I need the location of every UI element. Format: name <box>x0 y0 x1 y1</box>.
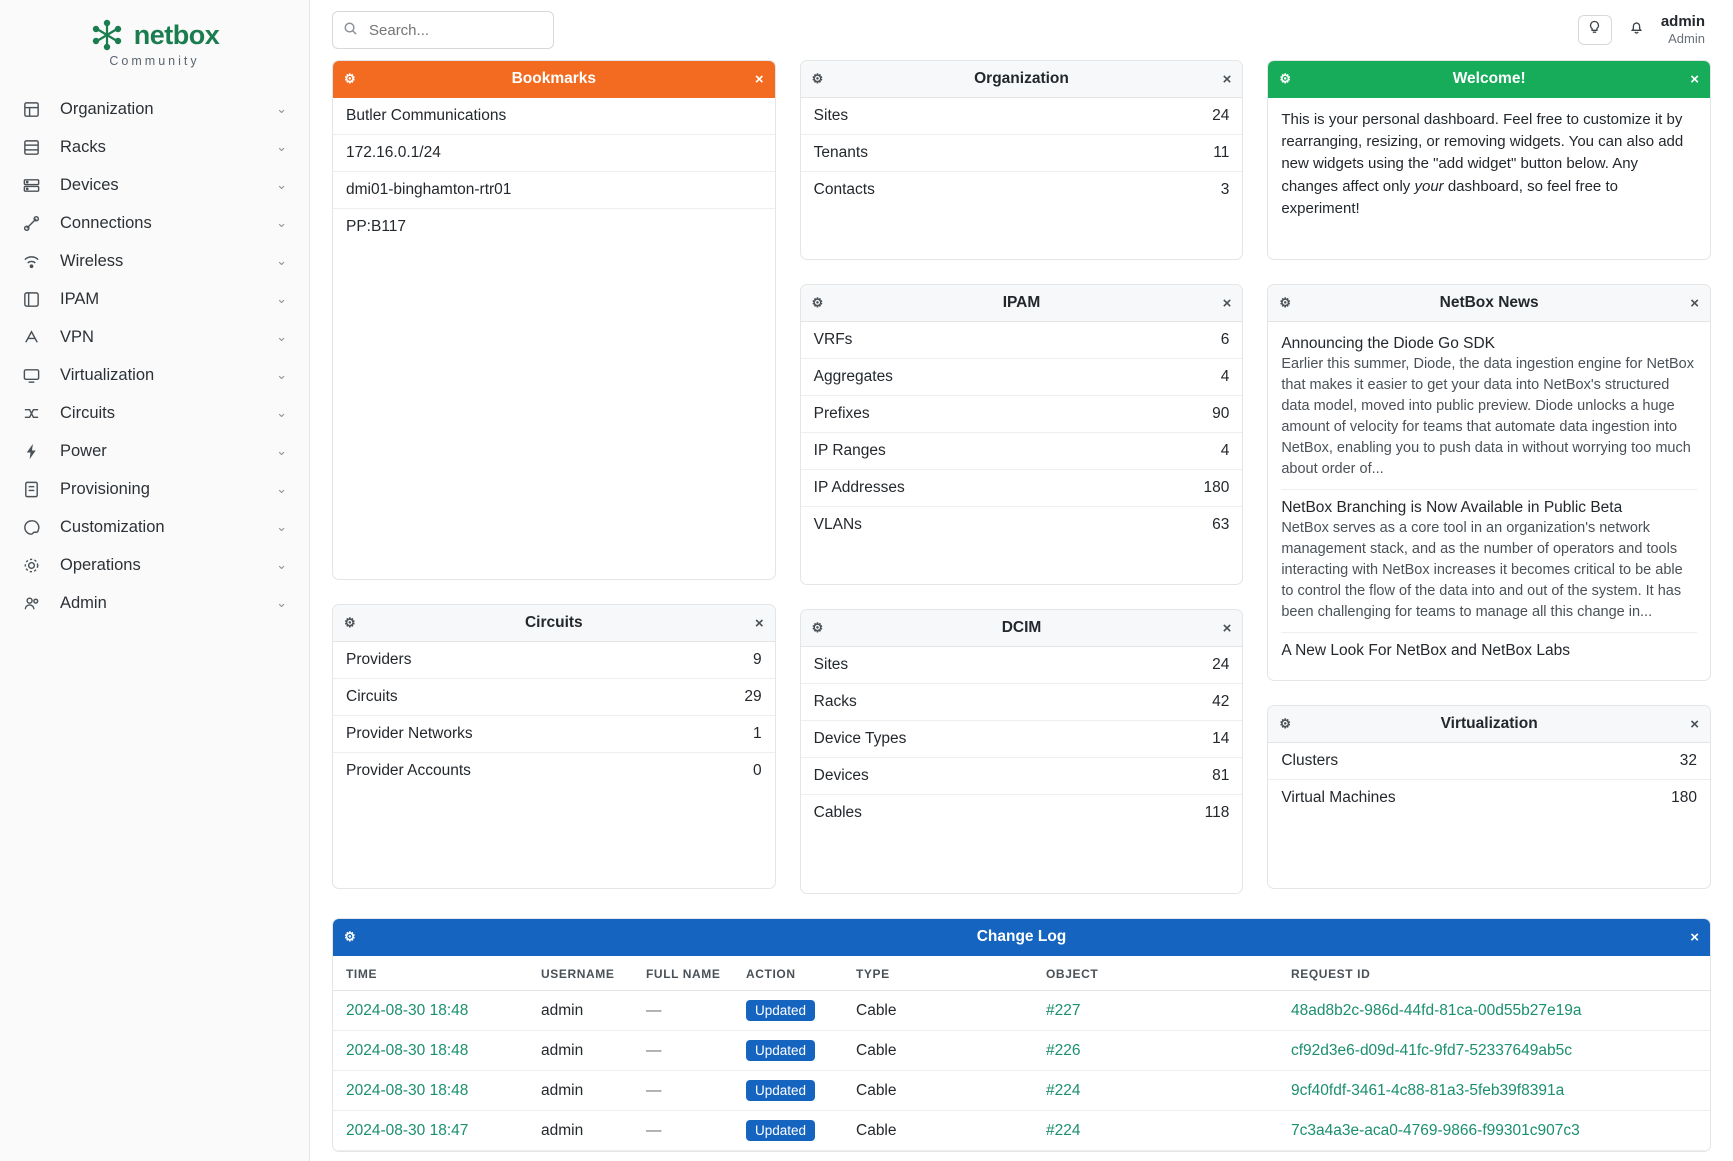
organization-widget-header <box>801 61 1243 98</box>
cell-time[interactable]: 2024-08-30 18:48 <box>333 1031 528 1071</box>
stat-label: Devices <box>813 767 869 784</box>
lightbulb-icon <box>1587 20 1602 40</box>
stat-row[interactable] <box>801 433 1243 470</box>
stat-label: Cables <box>813 804 862 821</box>
close-icon[interactable]: × <box>1222 294 1232 312</box>
widget-title: NetBox News <box>1439 294 1539 311</box>
status-badge: Updated <box>746 1040 815 1061</box>
stat-label: Provider Networks <box>346 725 473 742</box>
brand-subtitle: Community <box>109 54 200 68</box>
chevron-down-icon: ⌄ <box>276 367 287 382</box>
cell-username: admin <box>528 1111 633 1151</box>
sidebar-item-circuits[interactable] <box>0 394 309 432</box>
topbar-right <box>1578 13 1711 48</box>
wifi-icon <box>22 251 48 271</box>
news-title[interactable]: A New Look For NetBox and NetBox Labs <box>1281 642 1570 660</box>
dashboard-column-right <box>1267 60 1711 894</box>
changelog-widget <box>332 918 1711 1152</box>
virtualization-widget-header <box>1268 706 1710 743</box>
table-row[interactable] <box>333 1031 1710 1071</box>
stat-value: 6 <box>1220 331 1230 348</box>
table-header-row <box>333 956 1710 991</box>
stat-value: 180 <box>1203 479 1230 496</box>
column-type[interactable]: TYPE <box>843 956 1033 991</box>
chevron-down-icon: ⌄ <box>276 329 287 344</box>
dcim-widget-header <box>801 610 1243 647</box>
main-content <box>310 0 1733 1161</box>
close-icon[interactable]: × <box>1690 928 1699 946</box>
sidebar-item-operations[interactable] <box>0 546 309 584</box>
stat-row[interactable] <box>801 172 1243 208</box>
rack-icon <box>22 137 48 157</box>
ipam-widget-header <box>801 285 1243 322</box>
close-icon[interactable]: × <box>1690 70 1699 88</box>
circuits-widget <box>332 604 776 889</box>
stat-row[interactable] <box>801 322 1243 359</box>
widget-title: DCIM <box>1001 619 1042 636</box>
cell-full-name: — <box>633 1071 733 1111</box>
news-item[interactable] <box>1281 633 1697 669</box>
list-item[interactable]: PP:B117 <box>346 218 407 235</box>
sidebar-label: Wireless <box>60 251 124 270</box>
close-icon[interactable]: × <box>1222 619 1232 637</box>
bookmarks-widget-header <box>333 61 775 98</box>
sidebar-label: Circuits <box>60 403 116 422</box>
chevron-down-icon: ⌄ <box>276 595 287 610</box>
stat-label: Circuits <box>346 688 398 705</box>
stat-row[interactable] <box>333 642 775 679</box>
status-badge: Updated <box>746 1000 815 1021</box>
gear-icon[interactable]: ⚙ <box>811 295 824 310</box>
list-item[interactable]: dmi01-binghamton-rtr01 <box>333 172 775 209</box>
stat-row[interactable] <box>1268 743 1710 780</box>
ipam-widget-body <box>801 322 1243 543</box>
stat-value: 90 <box>1212 405 1230 422</box>
brand-logo <box>90 18 220 52</box>
stat-value: 118 <box>1204 804 1230 821</box>
cell-username: admin <box>528 991 633 1031</box>
stat-label: Tenants <box>813 144 868 161</box>
stat-row[interactable] <box>801 98 1243 135</box>
ip-icon <box>22 289 48 309</box>
theme-toggle-button[interactable] <box>1578 15 1612 45</box>
user-role: Admin <box>1668 31 1705 47</box>
cell-type: Cable <box>843 1111 1033 1151</box>
sidebar-label: Devices <box>60 175 119 194</box>
server-icon <box>22 175 48 195</box>
stat-label: Device Types <box>813 730 907 747</box>
cell-request-id[interactable]: 9cf40fdf-3461-4c88-81a3-5feb39f8391a <box>1278 1071 1710 1111</box>
user-name: admin <box>1660 12 1705 30</box>
news-item[interactable] <box>1281 326 1697 490</box>
status-badge: Updated <box>746 1120 815 1141</box>
changelog-table-body <box>333 991 1710 1151</box>
sidebar-item-wireless[interactable] <box>0 242 309 280</box>
cell-object[interactable]: #224 <box>1033 1071 1278 1111</box>
widget-title: IPAM <box>1002 294 1041 311</box>
stat-label: Clusters <box>1281 752 1339 769</box>
stat-value: 180 <box>1671 789 1697 806</box>
stat-value: 3 <box>1220 181 1230 198</box>
cell-username: admin <box>528 1031 633 1071</box>
close-icon[interactable]: × <box>754 614 764 632</box>
widget-title: Welcome! <box>1452 70 1526 87</box>
welcome-text-1: This is your personal dashboard. Feel free to customize it by rearranging, resizing, or removing widgets. You can also add new widgets using the "add widget" button below. Any changes affect only <box>1281 111 1684 195</box>
bolt-icon <box>22 441 48 461</box>
stat-row[interactable] <box>333 716 775 753</box>
organization-widget <box>800 60 1244 260</box>
connection-icon <box>22 213 48 233</box>
sidebar-label: Connections <box>60 213 152 232</box>
user-menu[interactable] <box>1661 13 1705 48</box>
sidebar-item-vpn[interactable] <box>0 318 309 356</box>
stat-row[interactable] <box>801 684 1243 721</box>
building-icon <box>22 99 48 119</box>
bookmarks-widget <box>332 60 776 580</box>
chevron-down-icon: ⌄ <box>276 215 287 230</box>
circuits-widget-body <box>333 642 775 789</box>
welcome-widget <box>1267 60 1711 260</box>
sidebar-item-ipam[interactable] <box>0 280 309 318</box>
cell-request-id[interactable]: cf92d3e6-d09d-41fc-9fd7-52337649ab5c <box>1278 1031 1710 1071</box>
stat-value: 81 <box>1212 767 1230 784</box>
search-input[interactable] <box>367 21 543 40</box>
stat-label: Aggregates <box>813 368 893 385</box>
stat-row[interactable] <box>801 396 1243 433</box>
document-icon <box>22 479 48 499</box>
list-item[interactable]: Butler Communications <box>333 98 775 135</box>
sidebar-label: Provisioning <box>60 479 150 498</box>
column-object[interactable]: OBJECT <box>1033 956 1278 991</box>
brand[interactable] <box>0 8 309 90</box>
close-icon[interactable]: × <box>1690 715 1699 733</box>
ipam-widget <box>800 284 1244 585</box>
column-request-id[interactable]: REQUEST ID <box>1278 956 1710 991</box>
table-row[interactable] <box>333 1111 1710 1151</box>
cell-action <box>733 1111 843 1151</box>
widget-title: Circuits <box>524 614 583 631</box>
stat-label: IP Ranges <box>813 442 886 459</box>
netbox-news-widget <box>1267 284 1711 681</box>
changelog-table <box>333 956 1710 1151</box>
table-row[interactable] <box>333 991 1710 1031</box>
gear-icon[interactable]: ⚙ <box>344 71 356 86</box>
close-icon[interactable]: × <box>754 70 764 88</box>
news-text: Earlier this summer, Diode, the data ingestion engine for NetBox that makes it easier to get your data into NetBox's structured data model, moved into public preview. Diode unlocks a huge amount of velocity for teams that automate data ingestion into NetBox, enabling you to push data in without worrying too much about order of... <box>1281 356 1694 478</box>
cell-full-name: — <box>633 1111 733 1151</box>
netbox-news-widget-body <box>1268 322 1710 675</box>
dashboard-column-left <box>332 60 776 894</box>
news-item[interactable] <box>1281 490 1697 633</box>
cell-time[interactable]: 2024-08-30 18:48 <box>333 991 528 1031</box>
stat-label: Virtual Machines <box>1281 789 1396 806</box>
sidebar-label: IPAM <box>60 289 100 308</box>
sidebar-item-virtualization[interactable] <box>0 356 309 394</box>
users-icon <box>22 593 48 613</box>
sidebar-item-racks[interactable] <box>0 128 309 166</box>
stat-value: 14 <box>1212 730 1230 747</box>
changelog-widget-header <box>333 919 1710 956</box>
chevron-down-icon: ⌄ <box>276 481 287 496</box>
sidebar-label: VPN <box>60 327 94 346</box>
stat-label: Racks <box>813 693 857 710</box>
sidebar-label: Customization <box>60 517 165 536</box>
sidebar-item-connections[interactable] <box>0 204 309 242</box>
widget-title: Organization <box>974 70 1069 87</box>
stat-row[interactable] <box>801 647 1243 684</box>
column-username[interactable]: USERNAME <box>528 956 633 991</box>
column-time[interactable]: TIME <box>333 956 528 991</box>
dashboard-column-middle <box>800 60 1244 894</box>
table-row[interactable] <box>333 1071 1710 1111</box>
close-icon[interactable]: × <box>1222 70 1232 88</box>
welcome-text-2: dashboard, so feel free to experiment! <box>1281 177 1618 217</box>
sidebar-item-devices[interactable] <box>0 166 309 204</box>
stat-label: IP Addresses <box>813 479 905 496</box>
organization-widget-body <box>801 98 1243 208</box>
stat-value: 29 <box>744 688 762 705</box>
topbar <box>310 0 1733 60</box>
gear-icon[interactable]: ⚙ <box>1279 295 1291 310</box>
sidebar-label: Virtualization <box>60 365 155 384</box>
changelog-widget-body <box>333 956 1710 1151</box>
cell-object[interactable]: #227 <box>1033 991 1278 1031</box>
stat-row[interactable] <box>333 753 775 789</box>
sidebar-label: Admin <box>60 593 107 612</box>
stat-row[interactable] <box>801 721 1243 758</box>
chevron-down-icon: ⌄ <box>276 405 287 420</box>
stat-value: 42 <box>1212 693 1230 710</box>
dcim-widget <box>800 609 1244 894</box>
news-text: NetBox serves as a core tool in an organization's network management stack, and as the number of operators and tools interacting with NetBox increases it becomes critical to be able to control the flow of the data into and out of the system. It has been challenging for teams to manage all this change in... <box>1281 520 1683 621</box>
stat-row[interactable] <box>801 795 1243 831</box>
stat-value: 63 <box>1212 516 1230 533</box>
cell-username: admin <box>528 1071 633 1111</box>
chevron-down-icon: ⌄ <box>276 177 287 192</box>
cell-action <box>733 991 843 1031</box>
chevron-down-icon: ⌄ <box>276 139 287 154</box>
monitor-icon <box>22 365 48 385</box>
stat-value: 4 <box>1220 442 1230 459</box>
column-full-name[interactable]: FULL NAME <box>633 956 733 991</box>
stat-value: 24 <box>1212 107 1230 124</box>
gear-icon[interactable]: ⚙ <box>344 615 356 630</box>
changelog-table-head <box>333 956 1710 991</box>
cell-full-name: — <box>633 1031 733 1071</box>
stat-row[interactable] <box>333 679 775 716</box>
status-badge: Updated <box>746 1080 815 1101</box>
chevron-down-icon: ⌄ <box>276 101 287 116</box>
cell-request-id[interactable]: 7c3a4a3e-aca0-4769-9866-f99301c907c3 <box>1278 1111 1710 1151</box>
brand-name: netbox <box>133 19 220 50</box>
widget-title: Change Log <box>976 928 1067 945</box>
dashboard-grid <box>310 60 1733 1152</box>
circuits-widget-header <box>333 605 775 642</box>
cell-action <box>733 1031 843 1071</box>
cell-request-id[interactable]: 48ad8b2c-986d-44fd-81ca-00d55b27e19a <box>1278 991 1710 1031</box>
stat-label: Provider Accounts <box>346 762 471 779</box>
close-icon[interactable]: × <box>1690 294 1699 312</box>
stat-row[interactable] <box>801 135 1243 172</box>
stat-label: Sites <box>813 656 849 673</box>
stat-row[interactable] <box>801 758 1243 795</box>
sidebar-item-organization[interactable] <box>0 90 309 128</box>
widget-title: Bookmarks <box>511 70 597 87</box>
virtualization-widget-body <box>1268 743 1710 816</box>
stat-row[interactable] <box>801 470 1243 507</box>
widget-title: Virtualization <box>1440 715 1538 732</box>
stat-value: 24 <box>1212 656 1230 673</box>
sidebar-item-admin[interactable] <box>0 584 309 622</box>
stat-value: 32 <box>1679 752 1697 769</box>
gear-icon[interactable]: ⚙ <box>811 71 824 86</box>
news-title[interactable]: NetBox Branching is Now Available in Public Beta <box>1281 499 1623 517</box>
stat-label: Prefixes <box>813 405 870 422</box>
stat-label: Providers <box>346 651 412 668</box>
notifications-icon[interactable] <box>1628 19 1645 41</box>
virtualization-widget <box>1267 705 1711 889</box>
cell-time[interactable]: 2024-08-30 18:48 <box>333 1071 528 1111</box>
chevron-down-icon: ⌄ <box>276 443 287 458</box>
list-item[interactable]: 172.16.0.1/24 <box>333 135 775 172</box>
sidebar <box>0 0 310 1161</box>
cell-type: Cable <box>843 1031 1033 1071</box>
chevron-down-icon: ⌄ <box>276 519 287 534</box>
stat-value: 9 <box>753 651 762 668</box>
palette-icon <box>22 517 48 537</box>
gear-icon[interactable]: ⚙ <box>344 929 356 944</box>
netbox-news-widget-header <box>1268 285 1710 322</box>
gear-icon[interactable]: ⚙ <box>1279 716 1291 731</box>
gear-icon[interactable]: ⚙ <box>1279 71 1291 86</box>
cell-object[interactable]: #226 <box>1033 1031 1278 1071</box>
stat-label: Sites <box>813 107 849 124</box>
chevron-down-icon: ⌄ <box>276 557 287 572</box>
sidebar-label: Power <box>60 441 107 460</box>
stat-row[interactable] <box>801 507 1243 543</box>
search-icon <box>343 21 358 40</box>
chevron-down-icon: ⌄ <box>276 291 287 306</box>
news-title[interactable]: Announcing the Diode Go SDK <box>1281 335 1496 352</box>
chevron-down-icon: ⌄ <box>276 253 287 268</box>
stat-label: Contacts <box>813 181 875 198</box>
stat-label: VRFs <box>813 331 853 348</box>
stat-value: 1 <box>753 725 762 742</box>
sidebar-label: Racks <box>60 137 106 156</box>
column-action[interactable]: ACTION <box>733 956 843 991</box>
cell-time[interactable]: 2024-08-30 18:47 <box>333 1111 528 1151</box>
welcome-emphasis: your <box>1414 177 1444 195</box>
sidebar-item-provisioning[interactable] <box>0 470 309 508</box>
sidebar-label: Organization <box>60 99 154 118</box>
gear-icon[interactable]: ⚙ <box>811 620 824 635</box>
search-box[interactable] <box>332 11 554 49</box>
cell-full-name: — <box>633 991 733 1031</box>
stat-row[interactable] <box>801 359 1243 396</box>
stat-value: 0 <box>753 762 762 779</box>
stat-value: 11 <box>1213 144 1230 161</box>
dcim-widget-body <box>801 647 1243 831</box>
cell-type: Cable <box>843 991 1033 1031</box>
cell-type: Cable <box>843 1071 1033 1111</box>
sidebar-item-power[interactable] <box>0 432 309 470</box>
welcome-widget-body <box>1268 98 1710 235</box>
welcome-widget-header <box>1268 61 1710 98</box>
vpn-icon <box>22 327 48 347</box>
circuit-icon <box>22 403 48 423</box>
sidebar-label: Operations <box>60 555 141 574</box>
stat-label: VLANs <box>813 516 862 533</box>
netbox-logo-icon <box>90 18 124 52</box>
cell-action <box>733 1071 843 1111</box>
cell-object[interactable]: #224 <box>1033 1111 1278 1151</box>
bookmarks-widget-body <box>333 98 775 245</box>
stat-value: 4 <box>1220 368 1230 385</box>
stat-row[interactable] <box>1268 780 1710 816</box>
cog-icon <box>22 555 48 575</box>
sidebar-item-customization[interactable] <box>0 508 309 546</box>
